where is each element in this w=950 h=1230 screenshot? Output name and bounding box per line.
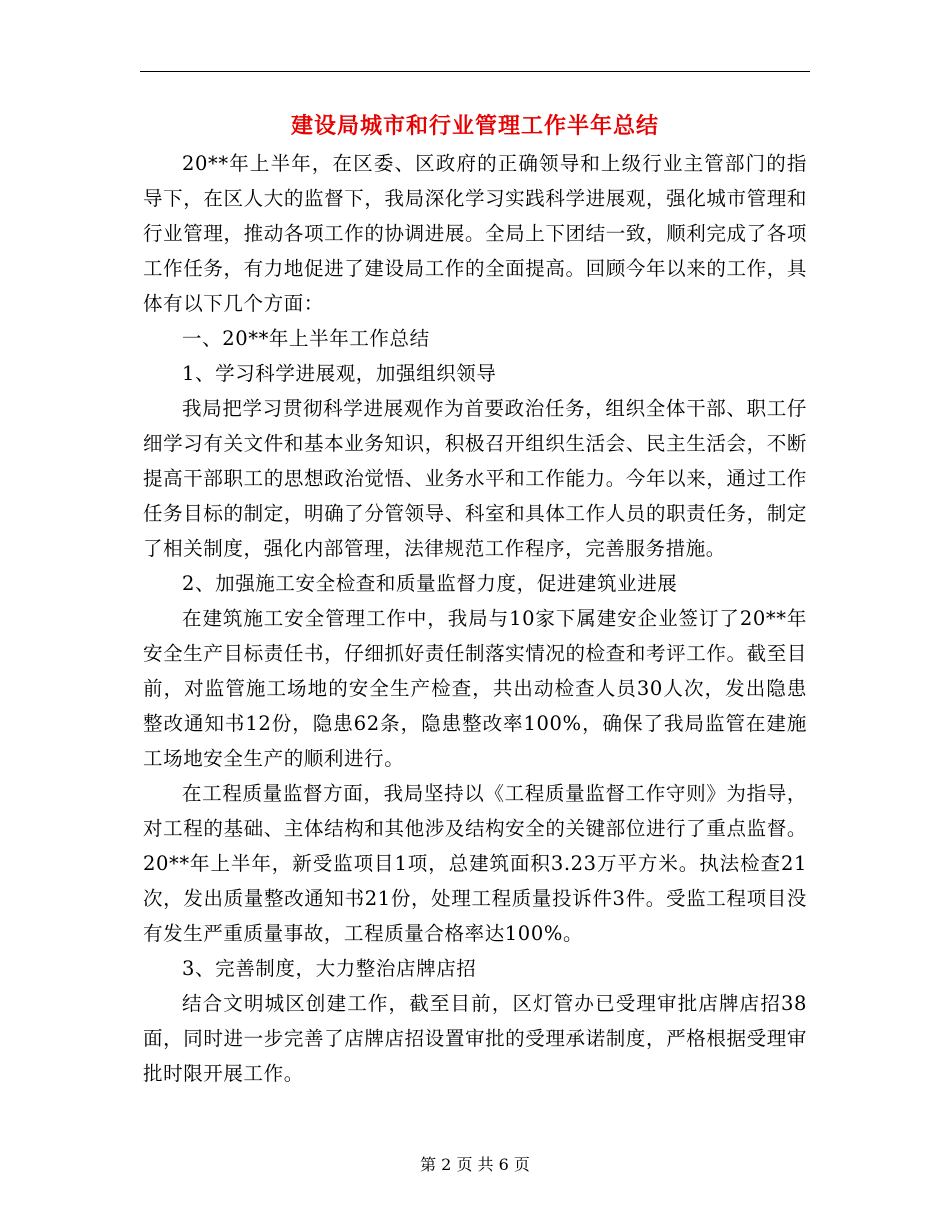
paragraph-intro: 20**年上半年，在区委、区政府的正确领导和上级行业主管部门的指导下，在区人大的监督下，我局深化学习实践科学进展观，强化城市管理和行业管理，推动各项工作的协调进展。全局上下团结一致，顺利完成了各项工作任务，有力地促进了建设局工作的全面提高。回顾今年以来的工作，具体有以下几个方面： xyxy=(143,152,807,315)
paragraph-item-3: 结合文明城区创建工作，截至目前，区灯管办已受理审批店牌店招38面，同时进一步完善了店牌店招设置审批的受理承诺制度，严格根据受理审批时限开展工作。 xyxy=(143,992,807,1085)
header-rule xyxy=(140,71,810,72)
document-title: 建设局城市和行业管理工作半年总结 xyxy=(290,113,659,139)
paragraph-item-2-safety: 在建筑施工安全管理工作中，我局与10家下属建安企业签订了20**年安全生产目标责任书，仔细抓好责任制落实情况的检查和考评工作。截至目前，对监管施工场地的安全生产检查，共出动检查人员30人次，发出隐患整改通知书12份，隐患62条，隐患整改率100%，确保了我局监管在建施工场地安全生产的顺利进行。 xyxy=(143,607,807,770)
paragraph-item-1: 我局把学习贯彻科学进展观作为首要政治任务，组织全体干部、职工仔细学习有关文件和基本业务知识，积极召开组织生活会、民主生活会，不断提高干部职工的思想政治觉悟、业务水平和工作能力。今年以来，通过工作任务目标的制定，明确了分管领导、科室和具体工作人员的职责任务，制定了相关制度，强化内部管理，法律规范工作程序，完善服务措施。 xyxy=(143,397,807,560)
heading-item-1: 1、学习科学进展观，加强组织领导 xyxy=(182,362,497,385)
paragraph-item-2-quality: 在工程质量监督方面，我局坚持以《工程质量监督工作守则》为指导，对工程的基础、主体结构和其他涉及结构安全的关键部位进行了重点监督。20**年上半年，新受监项目1项，总建筑面积3.23万平方米。执法检查21次，发出质量整改通知书21份，处理工程质量投诉件3件。受监工程项目没有发生严重质量事故，工程质量合格率达100%。 xyxy=(143,782,807,945)
heading-section-1: 一、20**年上半年工作总结 xyxy=(182,327,430,350)
heading-item-3: 3、完善制度，大力整治店牌店招 xyxy=(182,957,477,980)
page-number: 第 2 页 共 6 页 xyxy=(420,1155,530,1174)
heading-item-2: 2、加强施工安全检查和质量监督力度，促进建筑业进展 xyxy=(182,572,678,595)
document-body xyxy=(143,146,807,1091)
